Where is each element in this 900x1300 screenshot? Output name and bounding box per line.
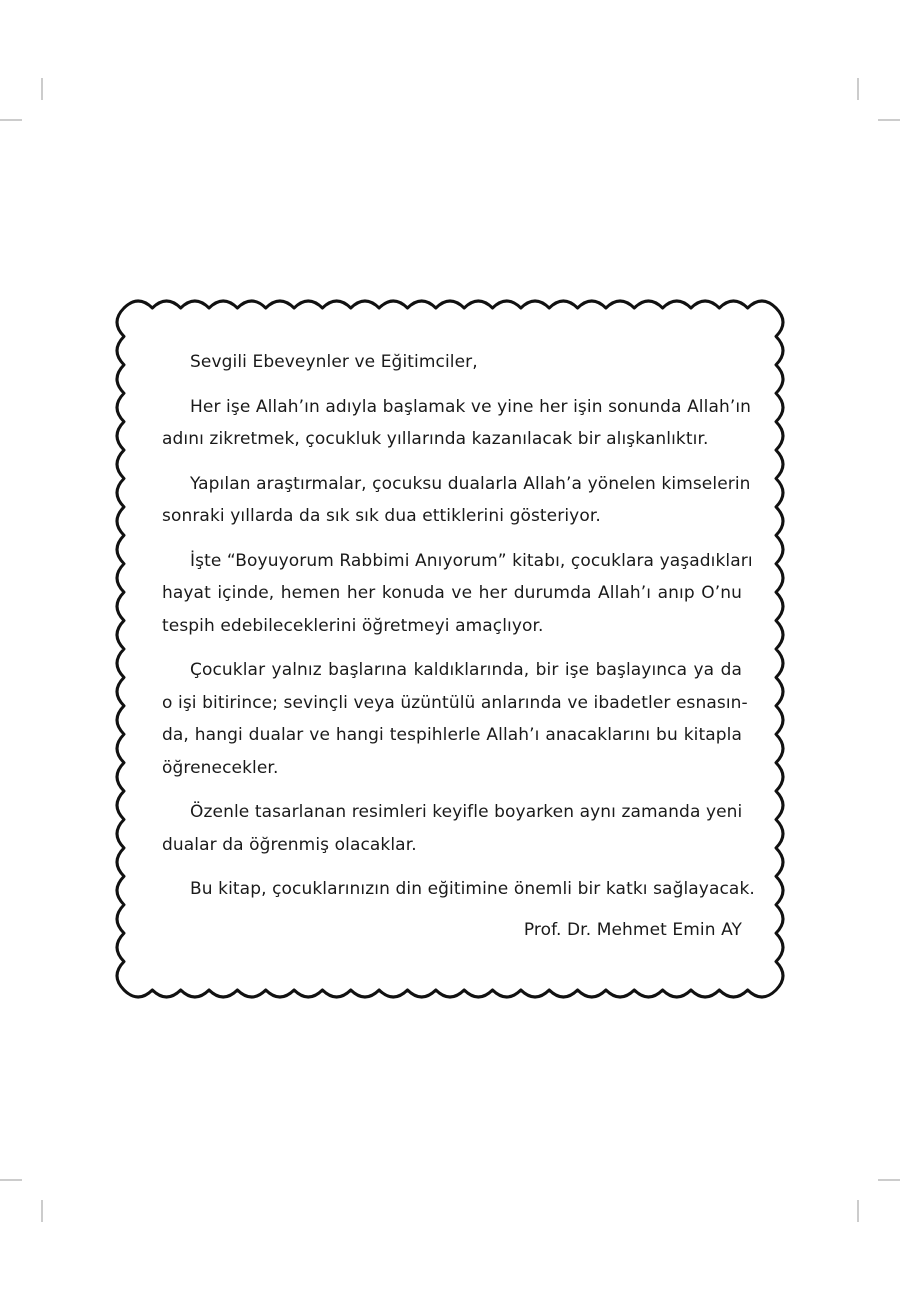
paragraph-line: Özenle tasarlanan resimleri keyifle boyarken aynı zamanda yeni: [190, 802, 743, 822]
paragraph-line: dualar da öğrenmiş olacaklar.: [162, 834, 417, 855]
paragraph-line: Yapılan araştırmalar, çocuksu dualarla Allah’a yönelen kimselerin: [190, 473, 751, 494]
salutation: Sevgili Ebeveynler ve Eğitimciler,: [190, 352, 478, 372]
paragraph-5: [162, 796, 742, 861]
paragraph-line: Her işe Allah’ın adıyla başlamak ve yine her işin sonunda Allah’ın: [190, 396, 752, 417]
paragraph-line: öğrenecekler.: [162, 757, 279, 778]
paragraph-line: Çocuklar yalnız başlarına kaldıklarında, bir işe başlayınca ya da: [190, 660, 742, 680]
paragraph-line: adını zikretmek, çocukluk yıllarında kazanılacak bir alışkanlıktır.: [162, 429, 709, 449]
paragraph-3: [162, 545, 753, 643]
paragraph-line: tespih edebileceklerini öğretmeyi amaçlıyor.: [162, 615, 544, 636]
paragraph-1: [162, 391, 752, 456]
closing-sentence: Bu kitap, çocuklarınızın din eğitimine önemli bir katkı sağlayacak.: [190, 879, 755, 899]
signature: Prof. Dr. Mehmet Emin AY: [523, 919, 742, 940]
paragraph-2: [162, 468, 751, 533]
paragraph-line: o işi bitirince; sevinçli veya üzüntülü anlarında ve ibadetler esnasın-: [162, 692, 748, 713]
paragraph-line: sonraki yıllarda da sık sık dua ettiklerini gösteriyor.: [162, 506, 601, 526]
letter-body: [162, 346, 755, 946]
paragraph-line: da, hangi dualar ve hangi tespihlerle Allah’ı anacaklarını bu kitapla: [162, 725, 742, 745]
paragraph-4: [162, 654, 748, 784]
paragraph-line: İşte “Boyuyorum Rabbimi Anıyorum” kitabı, çocuklara yaşadıkları: [190, 550, 753, 571]
paragraph-line: hayat içinde, hemen her konuda ve her durumda Allah’ı anıp O’nu: [162, 583, 742, 603]
